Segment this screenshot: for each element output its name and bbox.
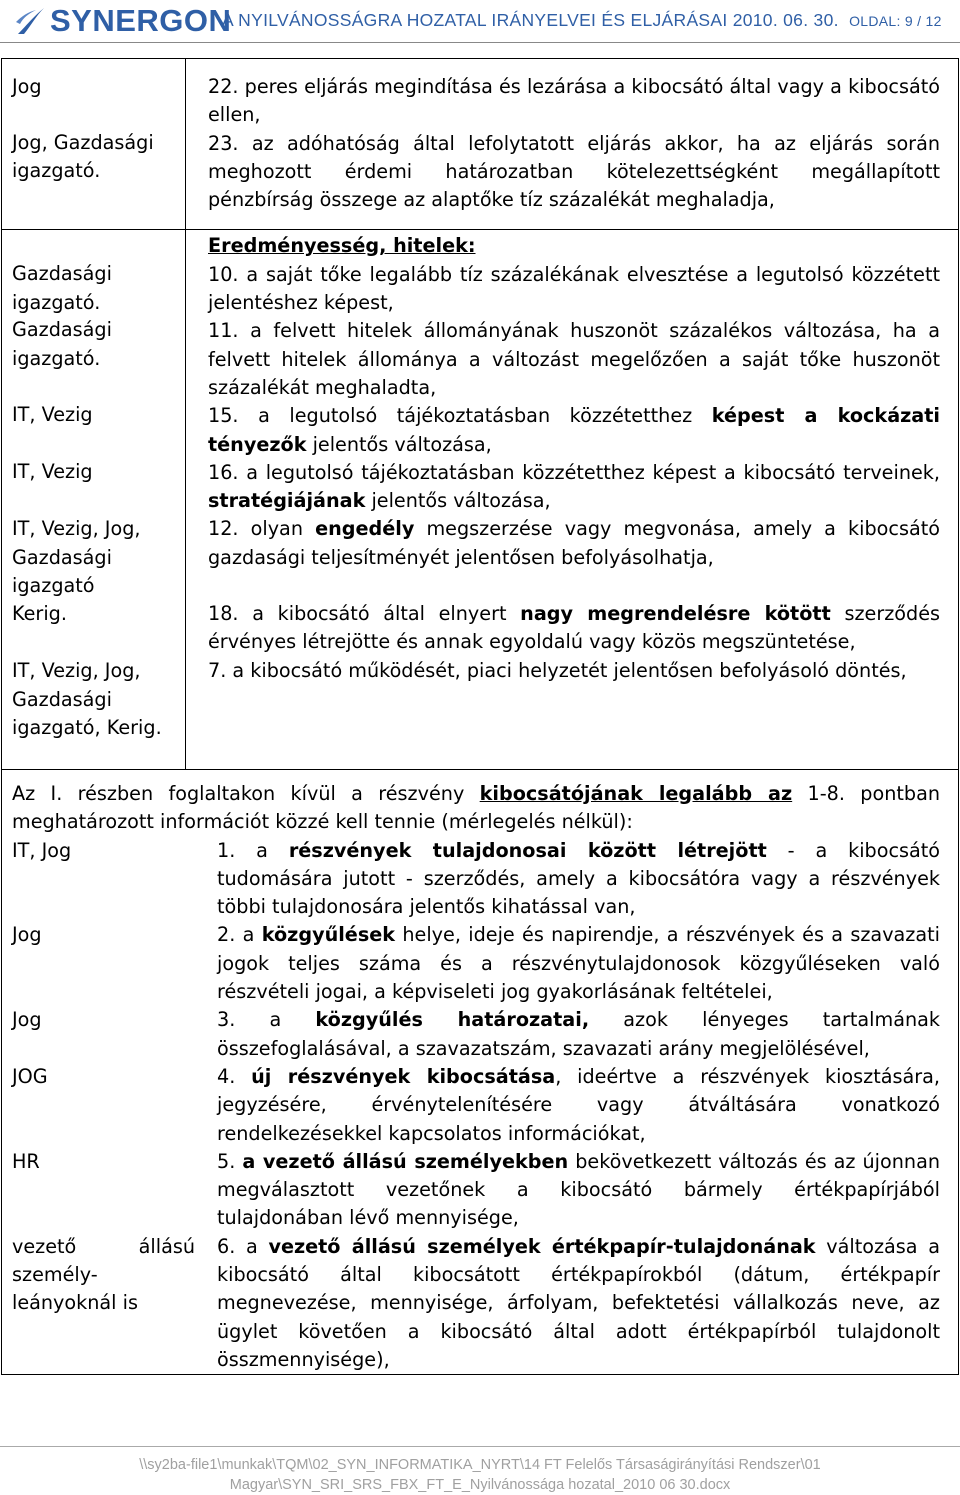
footer-divider <box>0 1446 960 1447</box>
disclosure-item: 5. a vezető állású személyekben bekövetkezett változás és az újonnan megválasztott vezetőnek a kibocsátó bármely értékpapírjából tulajdonában lévő mennyisége, <box>217 1149 940 1230</box>
disclosure-responsible: Jog <box>12 923 42 947</box>
page-number: OLDAL: 9 / 12 <box>849 13 942 29</box>
responsible-text: IT, Vezig <box>12 460 93 484</box>
disclosure-row <box>2 1006 958 1063</box>
disclosure-row <box>2 1148 958 1233</box>
responsible-text: IT, Vezig, Jog, Gazdasági igazgató, Kerig. <box>12 659 162 740</box>
event-item-7: 7. a kibocsátó működését, piaci helyzetét jelentősen befolyásoló döntés, <box>208 658 907 682</box>
responsible-text: Gazdasági igazgató. <box>12 262 112 314</box>
disclosure-item: 6. a vezető állású személyek értékpapír-tulajdonának változása a kibocsátó által kibocsátott értékpapírokból (dátum, értékpapír megnevezése, mennyisége, árfolyam, befektetési vállalkozás neve, az ügylet követően a kibocsátó által adott értékpapírból tulajdonolt összmennyisége), <box>217 1234 940 1371</box>
event-cell <box>186 230 959 769</box>
intro-text: Az I. részben foglaltakon kívül a részvény kibocsátójának legalább az 1-8. pontban meghatározott információt közzé kell tennie (mérlegelés nélkül): <box>12 781 940 834</box>
disclosure-item: 3. a közgyűlés határozatai, azok lényeges tartalmának összefoglalásával, a szavazatszám, szavazati arány megjelölésével, <box>217 1008 940 1060</box>
responsible-text: Gazdasági igazgató. <box>12 318 112 370</box>
table-row <box>2 769 959 1374</box>
disclosure-responsible: HR <box>12 1149 40 1173</box>
responsible-text: IT, Vezig <box>12 403 93 427</box>
event-item-12: 12. olyan engedély megszerzése vagy megvonása, amely a kibocsátó gazdasági teljesítményét jelentősen befolyásolhatja, <box>208 517 940 569</box>
event-item-15: 15. a legutolsó tájékoztatásban közzétetthez képest a kockázati tényezők jelentős változása, <box>208 404 941 456</box>
disclosure-responsible: Jog <box>12 1008 42 1032</box>
page-header <box>0 0 960 46</box>
disclosure-responsible: JOG <box>12 1064 48 1088</box>
event-item-10: 10. a saját tőke legalább tíz százalékának elvesztése a legutolsó közzétett jelentéshez képest, <box>208 262 940 315</box>
document-title <box>222 10 942 31</box>
event-item-16: 16. a legutolsó tájékoztatásban közzétetthez képest a kibocsátó terveinek, stratégiájának jelentős változása, <box>208 460 940 513</box>
footer-path: \\sy2ba-file1\munkak\TQM\02_SYN_INFORMATIKA_NYRT\14 FT Felelős Társaságirányítási Rendszer\01 Magyar\SYN_SRI_SRS_FBX_FT_E_Nyilvánossága hozatal_2010 06 30.docx <box>139 1457 821 1493</box>
disclosure-item: 1. a részvények tulajdonosai között létrejött - a kibocsátó tudomására jutott - szerződés, amely a kibocsátóra vagy a részvények többi tulajdonosára jelentős kihatással van, <box>217 838 941 919</box>
header-title: A NYILVÁNOSSÁGRA HOZATAL IRÁNYELVEI ÉS ELJÁRÁSAI 2010. 06. 30. <box>222 10 839 30</box>
header-divider <box>0 42 960 43</box>
disclosure-item: 4. új részvények kibocsátása, ideértve a részvények kiosztására, jegyzésére, érvénytelenítésére vagy átváltására vonatkozó rendelkezésekkel kapcsolatos információkat, <box>217 1064 941 1145</box>
disclosure-responsible: IT, Jog <box>12 838 72 862</box>
disclosure-row <box>2 1063 958 1148</box>
table-row <box>2 59 959 230</box>
responsible-cell <box>2 230 186 769</box>
responsibility-table <box>1 58 959 1375</box>
responsible-text: Jog, Gazdasági igazgató. <box>12 131 154 183</box>
disclosure-row <box>2 837 958 922</box>
intro-cell <box>2 769 959 1374</box>
event-cell <box>186 59 959 230</box>
event-item-22: 22. peres eljárás megindítása és lezárása a kibocsátó által vagy a kibocsátó ellen, <box>208 75 940 127</box>
disclosure-responsible: vezető állású személy-leányoknál is <box>12 1234 195 1315</box>
event-item-23: 23. az adóhatóság által lefolytatott eljárás akkor, ha az eljárás során meghozott érdemi határozatban kötelezettségként megállapított pénzbírság összege az alaptőke tíz százalékát meghaladja, <box>208 131 940 212</box>
responsible-text: Kerig. <box>12 602 67 626</box>
section-heading <box>208 232 940 260</box>
synergon-logo <box>14 4 231 38</box>
responsible-text: IT, Vezig, Jog, Gazdasági igazgató <box>12 517 141 598</box>
responsible-text: Jog <box>12 75 42 98</box>
disclosure-list <box>2 837 958 1375</box>
disclosure-row <box>2 1233 958 1374</box>
table-row <box>2 230 959 769</box>
heading-text: Eredményesség, hitelek: <box>208 234 476 258</box>
disclosure-item: 2. a közgyűlések helye, ideje és napirendje, a részvények és a szavazati jogok teljes száma és a részvénytulajdonosok közgyűléseken való részvételi jogai, a képviseleti jog gyakorlásának feltételei, <box>217 923 940 1004</box>
disclosure-row <box>2 921 958 1006</box>
event-item-18: 18. a kibocsátó által elnyert nagy megrendelésre kötött szerződés érvényes létrejötte és annak egyoldalú vagy közös megszüntetése, <box>208 602 940 654</box>
swoosh-logo-icon <box>14 4 48 38</box>
responsible-cell <box>2 59 186 230</box>
logo-text: SYNERGON <box>50 3 232 38</box>
event-item-11: 11. a felvett hitelek állományának huszonöt százalékos változása, ha a felvett hitelek állománya a változást megelőzően a saját tőke huszonöt százalékát meghaladta, <box>208 319 940 399</box>
